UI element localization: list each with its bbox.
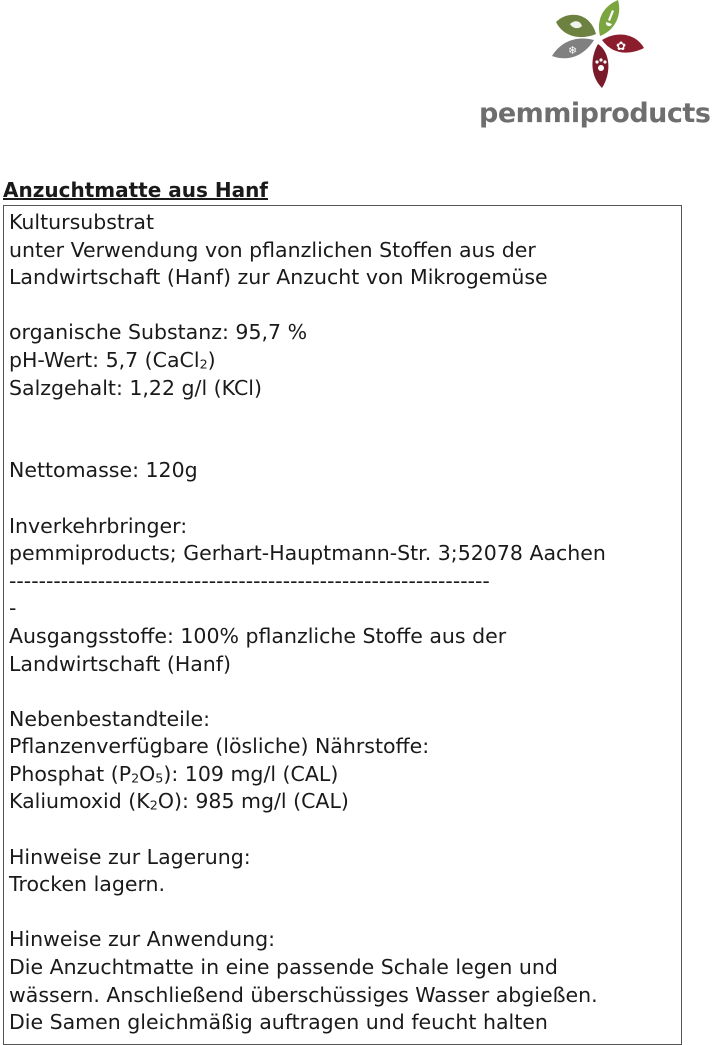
distributor-label: Inverkehrbringer: xyxy=(9,513,188,538)
salt-content: Salzgehalt: 1,22 g/l (KCl) xyxy=(9,375,262,400)
description-line-1: unter Verwendung von pflanzlichen Stoffen aus der xyxy=(9,237,536,262)
description-line-2: Landwirtschaft (Hanf) zur Anzucht von Mikrogemüse xyxy=(9,265,548,290)
organic-substance: organische Substanz: 95,7 % xyxy=(9,320,308,345)
product-info-box xyxy=(3,205,682,1045)
usage-instructions-2: wässern. Anschließend überschüssiges Wasser abgießen. xyxy=(9,982,598,1007)
usage-instructions-1: Die Anzuchtmatte in eine passende Schale legen und xyxy=(9,955,558,980)
storage-label: Hinweise zur Lagerung: xyxy=(9,844,251,869)
svg-text:❄: ❄ xyxy=(568,44,578,57)
source-materials-2: Landwirtschaft (Hanf) xyxy=(9,651,232,676)
logo-leaves-icon xyxy=(548,0,648,98)
distributor-address: pemmiproducts; Gerhart-Hauptmann-Str. 3;52078 Aachen xyxy=(9,541,606,566)
ph-value: pH-Wert: 5,7 (CaCl2) xyxy=(9,347,216,372)
svg-text:✿: ✿ xyxy=(616,39,627,53)
usage-instructions-3: Die Samen gleichmäßig auftragen und feucht halten xyxy=(9,1010,548,1035)
usage-label: Hinweise zur Anwendung: xyxy=(9,927,275,952)
brand-name: pemmiproducts xyxy=(479,98,711,129)
nutrients-label: Pflanzenverfügbare (lösliche) Nährstoffe: xyxy=(9,734,430,759)
separator-line: ----------------------------------------------------------------- xyxy=(9,568,490,593)
potash-value: Kaliumoxid (K2O): 985 mg/l (CAL) xyxy=(9,789,349,814)
source-materials-1: Ausgangsstoffe: 100% pflanzliche Stoffe aus der xyxy=(9,623,507,648)
storage-instructions: Trocken lagern. xyxy=(9,872,166,897)
brand-logo xyxy=(476,0,720,140)
secondary-components-label: Nebenbestandteile: xyxy=(9,706,211,731)
separator-tail: - xyxy=(9,596,17,621)
substrate-type: Kultursubstrat xyxy=(9,210,155,234)
phosphate-value: Phosphat (P2O5): 109 mg/l (CAL) xyxy=(9,761,339,786)
net-mass: Nettomasse: 120g xyxy=(9,458,198,483)
product-title: Anzuchtmatte aus Hanf xyxy=(3,178,269,202)
